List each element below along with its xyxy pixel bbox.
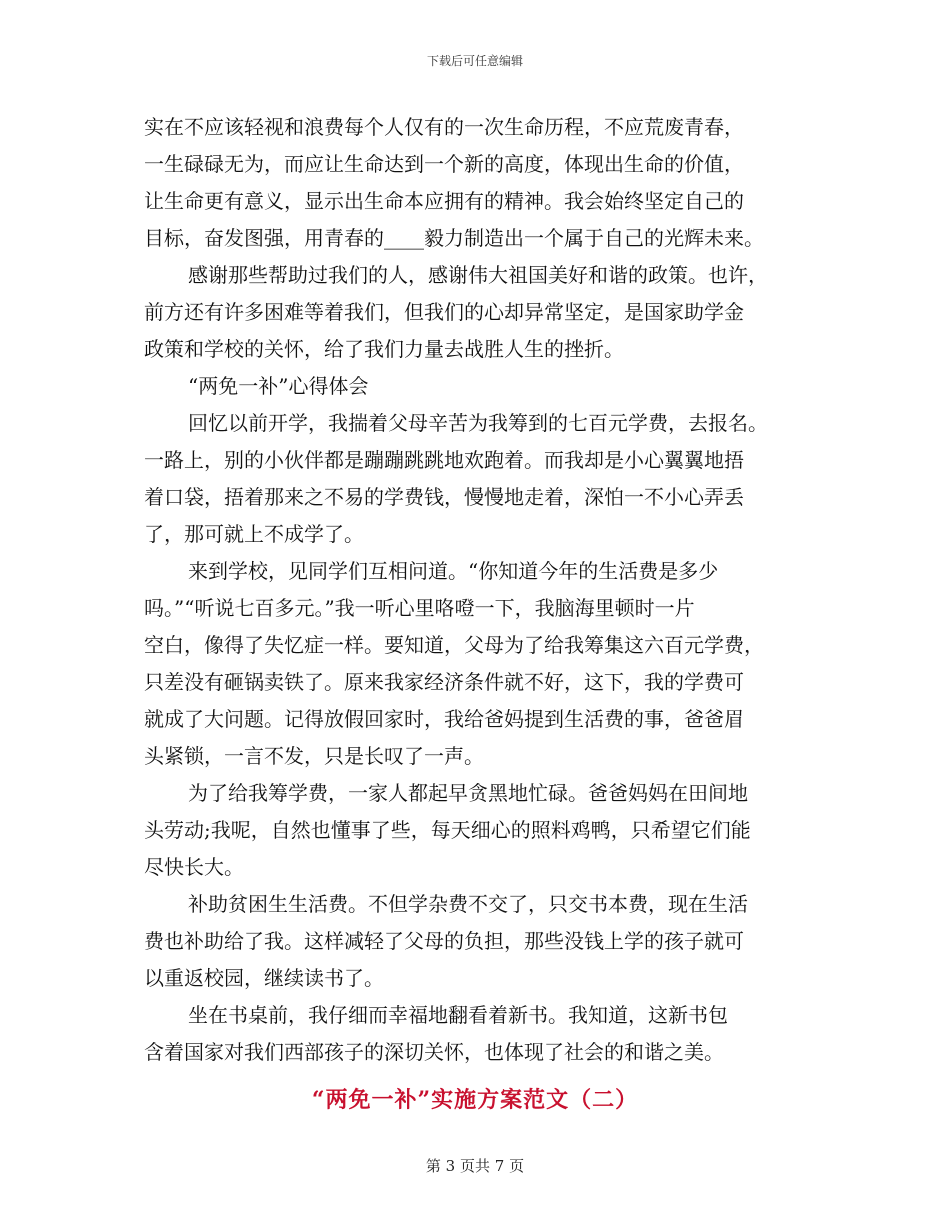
text-line: 尽快长大。 — [144, 855, 244, 879]
text-line: 坐在书桌前，我仔细而幸福地翻看着新书。我知道，这新书包 — [188, 1003, 728, 1027]
text-line: 了，那可就上不成学了。 — [144, 522, 364, 546]
paragraph — [144, 775, 824, 886]
paragraph — [144, 257, 824, 368]
subheading-text: “两免一补”心得体会 — [188, 374, 369, 398]
text-line: 头劳动;我呢，自然也懂事了些，每天细心的照料鸡鸭，只希望它们能 — [144, 818, 751, 842]
document-body — [144, 109, 824, 1071]
text-line: 含着国家对我们西部孩子的深切关怀，也体现了社会的和谐之美。 — [144, 1040, 724, 1064]
text-line: 着口袋，捂着那来之不易的学费钱，慢慢地走着，深怕一不小心弄丢 — [144, 485, 744, 509]
subheading — [144, 368, 824, 405]
text-line: 空白，像得了失忆症一样。要知道，父母为了给我筹集这六百元学费， — [144, 633, 764, 657]
text-line: 感谢那些帮助过我们的人，感谢伟大祖国美好和谐的政策。也许， — [188, 263, 768, 287]
text-line: 实在不应该轻视和浪费每个人仅有的一次生命历程，不应荒废青春， — [144, 115, 744, 139]
text-line: 就成了大问题。记得放假回家时，我给爸妈提到生活费的事，爸爸眉 — [144, 707, 744, 731]
page-footer: 第 3 页共 7 页 — [425, 1157, 525, 1175]
paragraph — [144, 886, 824, 997]
text-line: 来到学校，见同学们互相问道。“你知道今年的生活费是多少 — [188, 559, 719, 583]
text-line: 目标，奋发图强，用青春的____毅力制造出一个属于自己的光辉未来。 — [144, 226, 764, 250]
paragraph — [144, 109, 824, 257]
text-line: 为了给我筹学费，一家人都起早贪黑地忙碌。爸爸妈妈在田间地 — [188, 781, 748, 805]
text-line: 一路上，别的小伙伴都是蹦蹦跳跳地欢跑着。而我却是小心翼翼地捂 — [144, 448, 744, 472]
paragraph — [144, 997, 824, 1071]
paragraph — [144, 553, 824, 775]
text-line: 费也补助给了我。这样减轻了父母的负担，那些没钱上学的孩子就可 — [144, 929, 744, 953]
text-line: 头紧锁，一言不发，只是长叹了一声。 — [144, 744, 484, 768]
text-line: 前方还有许多困难等着我们，但我们的心却异常坚定，是国家助学金 — [144, 300, 744, 324]
text-line: 政策和学校的关怀，给了我们力量去战胜人生的挫折。 — [144, 337, 624, 361]
text-line: 只差没有砸锅卖铁了。原来我家经济条件就不好，这下，我的学费可 — [144, 670, 744, 694]
page-header: 下载后可任意编辑 — [426, 54, 523, 68]
section-heading: “两免一补”实施方案范文（二） — [311, 1087, 639, 1113]
text-line: 一生碌碌无为，而应让生命达到一个新的高度，体现出生命的价值， — [144, 152, 744, 176]
text-line: 吗。”“听说七百多元。”我一听心里咯噔一下，我脑海里顿时一片 — [144, 596, 695, 620]
text-line: 让生命更有意义，显示出生命本应拥有的精神。我会始终坚定自己的 — [144, 189, 744, 213]
text-line: 回忆以前开学，我揣着父母辛苦为我筹到的七百元学费，去报名。 — [188, 411, 768, 435]
paragraph — [144, 405, 824, 553]
text-line: 补助贫困生生活费。不但学杂费不交了，只交书本费，现在生活 — [188, 892, 748, 916]
text-line: 以重返校园，继续读书了。 — [144, 966, 384, 990]
